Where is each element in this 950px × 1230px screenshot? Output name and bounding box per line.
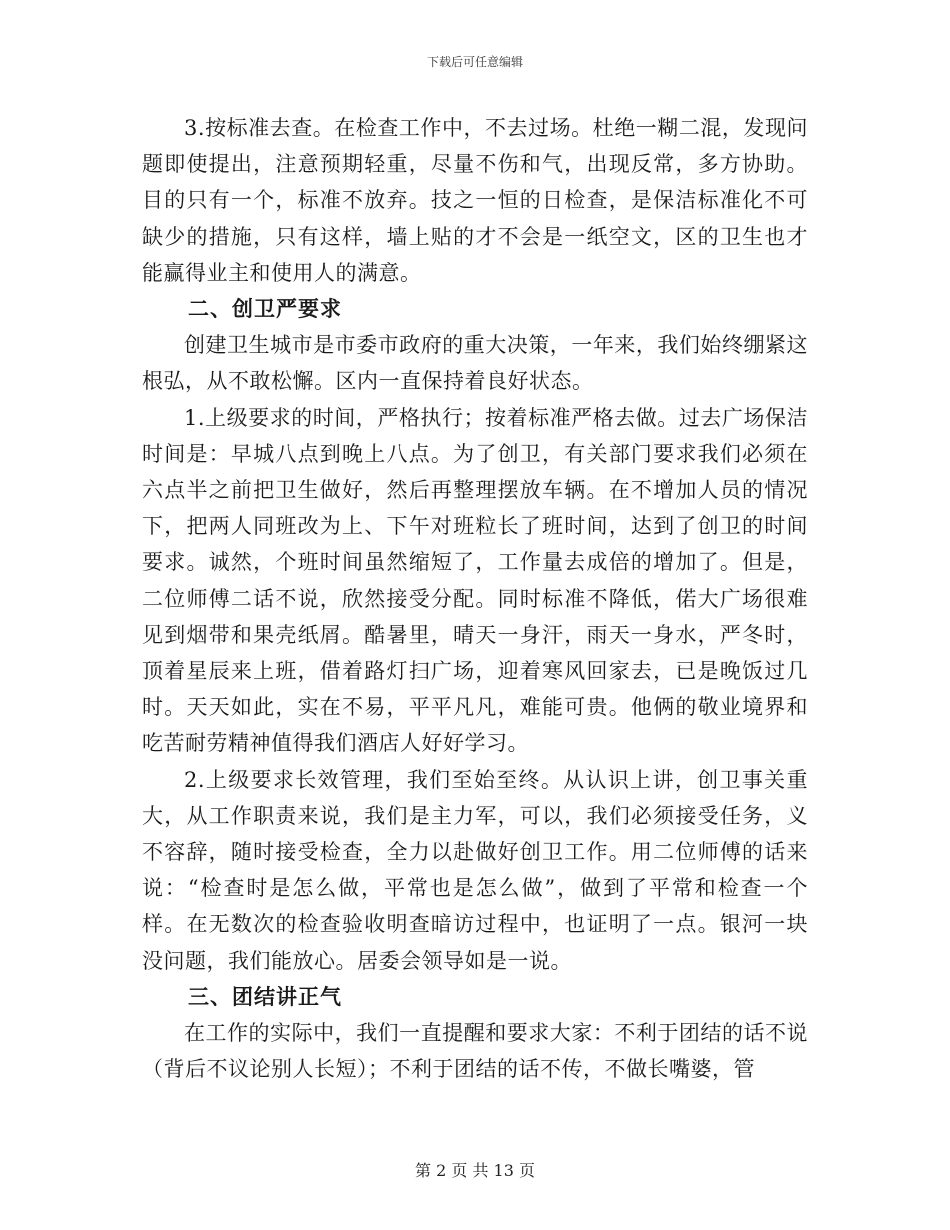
section-heading-3: 三、团结讲正气 [188, 984, 342, 1009]
paragraph-intro: 创建卫生城市是市委市政府的重大决策，一年来，我们始终绷紧这根弘，从不敢松懈。区内一直保持着良好状态。 [142, 333, 808, 394]
paragraph-item-2: 2.上级要求长效管理，我们至始至终。从认识上讲，创卫事关重大，从工作职责来说，我们是主力军，可以，我们必须接受任务，义不容辞，随时接受检查，全力以赴做好创卫工作。用二位师傅的话来说：“检查时是怎么做，平常也是怎么做”，做到了平常和检查一个样。在无数次的检查验收明查暗访过程中，也证明了一点。银河一块没问题，我们能放心。居委会领导如是一说。 [142, 767, 808, 973]
section-heading-2: 二、创卫严要求 [188, 297, 342, 322]
document-body [142, 110, 808, 1087]
paragraph-item-3: 3.按标准去查。在检查工作中，不去过场。杜绝一糊二混，发现问题即使提出，注意预期轻重，尽量不伤和气，出现反常，多方协助。目的只有一个，标准不放弃。技之一恒的日检查，是保洁标准化不可缺少的措施，只有这样，墙上贴的才不会是一纸空文，区的卫生也才能赢得业主和使用人的满意。 [142, 116, 808, 285]
paragraph-unity: 在工作的实际中，我们一直提醒和要求大家：不利于团结的话不说（背后不议论别人长短）；不利于团结的话不传，不做长嘴婆，管 [142, 1021, 808, 1082]
page-header: 下载后可任意编辑 [426, 55, 523, 69]
paragraph-item-1: 1.上级要求的时间，严格执行；按着标准严格去做。过去广场保洁时间是：早城八点到晚上八点。为了创卫，有关部门要求我们必须在六点半之前把卫生做好，然后再整理摆放车辆。在不增加人员的情况下，把两人同班改为上、下午对班粒长了班时间，达到了创卫的时间要求。诚然，个班时间虽然缩短了，工作量去成倍的增加了。但是，二位师傅二话不说，欣然接受分配。同时标准不降低，偌大广场很难见到烟带和果壳纸屑。酷暑里，晴天一身汗，雨天一身水，严冬时，顶着星辰来上班，借着路灯扫广场，迎着寒风回家去，已是晚饭过几时。天天如此，实在不易，平平凡凡，难能可贵。他俩的敬业境界和吃苦耐劳精神值得我们酒店人好好学习。 [142, 405, 808, 756]
page-number: 第 2 页 共 13 页 [415, 1161, 535, 1180]
